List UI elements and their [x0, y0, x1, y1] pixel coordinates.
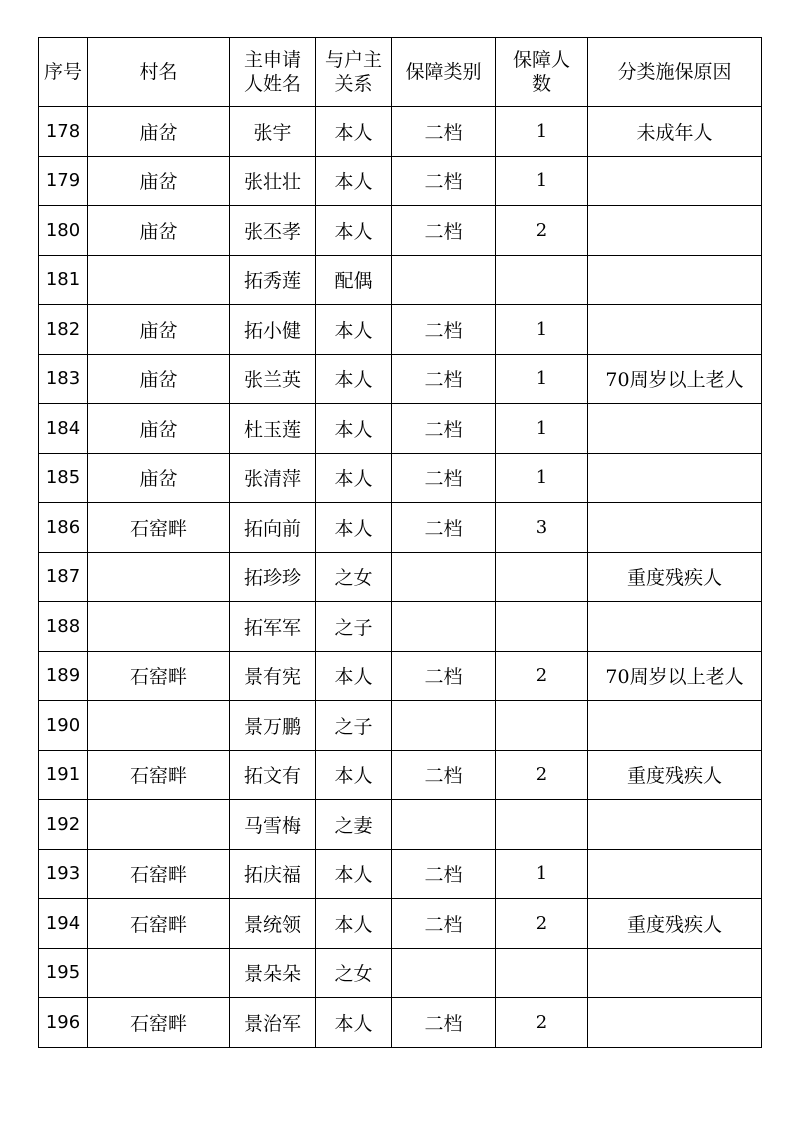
cell-category: 二档	[392, 849, 496, 899]
cell-village: 庙岔	[88, 404, 230, 454]
cell-reason	[588, 800, 762, 850]
cell-village: 石窑畔	[88, 651, 230, 701]
cell-category: 二档	[392, 998, 496, 1048]
cell-count: 2	[496, 750, 588, 800]
cell-name: 景有宪	[230, 651, 316, 701]
cell-seq: 183	[39, 354, 88, 404]
cell-name: 杜玉莲	[230, 404, 316, 454]
table-row	[39, 453, 762, 503]
cell-village: 庙岔	[88, 206, 230, 256]
cell-reason	[588, 305, 762, 355]
cell-name: 拓文有	[230, 750, 316, 800]
table-row	[39, 156, 762, 206]
cell-relation: 本人	[316, 206, 392, 256]
cell-reason: 重度残疾人	[588, 750, 762, 800]
cell-count: 2	[496, 651, 588, 701]
cell-village	[88, 602, 230, 652]
cell-relation: 本人	[316, 107, 392, 157]
cell-name: 景万鹏	[230, 701, 316, 751]
cell-count: 1	[496, 156, 588, 206]
cell-village: 庙岔	[88, 354, 230, 404]
table-row	[39, 107, 762, 157]
header-village: 村名	[88, 38, 230, 107]
cell-village: 石窑畔	[88, 849, 230, 899]
cell-category: 二档	[392, 651, 496, 701]
cell-relation: 本人	[316, 404, 392, 454]
cell-seq: 184	[39, 404, 88, 454]
header-seq: 序号	[39, 38, 88, 107]
cell-category: 二档	[392, 404, 496, 454]
cell-count: 1	[496, 404, 588, 454]
cell-count: 1	[496, 305, 588, 355]
cell-relation: 本人	[316, 899, 392, 949]
cell-count: 2	[496, 899, 588, 949]
cell-count: 2	[496, 998, 588, 1048]
cell-village: 庙岔	[88, 156, 230, 206]
table-row	[39, 503, 762, 553]
cell-village	[88, 701, 230, 751]
cell-relation: 本人	[316, 750, 392, 800]
cell-category: 二档	[392, 503, 496, 553]
table-row	[39, 354, 762, 404]
cell-category	[392, 948, 496, 998]
cell-reason	[588, 602, 762, 652]
cell-name: 张清萍	[230, 453, 316, 503]
cell-seq: 196	[39, 998, 88, 1048]
table-row	[39, 998, 762, 1048]
table-row	[39, 750, 762, 800]
cell-relation: 之子	[316, 602, 392, 652]
cell-reason	[588, 998, 762, 1048]
cell-name: 景朵朵	[230, 948, 316, 998]
cell-count	[496, 800, 588, 850]
cell-reason	[588, 255, 762, 305]
cell-seq: 193	[39, 849, 88, 899]
cell-seq: 185	[39, 453, 88, 503]
table-row	[39, 800, 762, 850]
cell-relation: 本人	[316, 305, 392, 355]
cell-village: 石窑畔	[88, 998, 230, 1048]
cell-relation: 本人	[316, 503, 392, 553]
cell-count: 3	[496, 503, 588, 553]
cell-village	[88, 948, 230, 998]
cell-category: 二档	[392, 354, 496, 404]
cell-village: 庙岔	[88, 305, 230, 355]
table-body	[39, 107, 762, 1048]
table-row	[39, 651, 762, 701]
cell-count: 1	[496, 453, 588, 503]
cell-relation: 之女	[316, 948, 392, 998]
cell-reason	[588, 206, 762, 256]
table-header-row	[39, 38, 762, 107]
cell-reason: 70周岁以上老人	[588, 651, 762, 701]
cell-category	[392, 552, 496, 602]
table-row	[39, 255, 762, 305]
cell-reason	[588, 849, 762, 899]
cell-name: 拓向前	[230, 503, 316, 553]
cell-seq: 180	[39, 206, 88, 256]
cell-reason	[588, 453, 762, 503]
cell-category: 二档	[392, 899, 496, 949]
cell-village	[88, 800, 230, 850]
cell-village: 石窑畔	[88, 750, 230, 800]
header-count: 保障人 数	[496, 38, 588, 107]
cell-seq: 181	[39, 255, 88, 305]
cell-reason: 重度残疾人	[588, 899, 762, 949]
cell-seq: 194	[39, 899, 88, 949]
cell-category: 二档	[392, 156, 496, 206]
cell-relation: 配偶	[316, 255, 392, 305]
cell-category	[392, 602, 496, 652]
cell-village	[88, 552, 230, 602]
cell-name: 拓军军	[230, 602, 316, 652]
cell-reason	[588, 948, 762, 998]
cell-count	[496, 602, 588, 652]
header-relation: 与户主 关系	[316, 38, 392, 107]
cell-name: 拓小健	[230, 305, 316, 355]
cell-count: 2	[496, 206, 588, 256]
table-row	[39, 206, 762, 256]
cell-seq: 190	[39, 701, 88, 751]
cell-category: 二档	[392, 750, 496, 800]
header-reason: 分类施保原因	[588, 38, 762, 107]
table-row	[39, 305, 762, 355]
cell-name: 拓庆福	[230, 849, 316, 899]
cell-count: 1	[496, 354, 588, 404]
table-row	[39, 552, 762, 602]
cell-seq: 187	[39, 552, 88, 602]
cell-category: 二档	[392, 453, 496, 503]
cell-seq: 179	[39, 156, 88, 206]
cell-reason: 重度残疾人	[588, 552, 762, 602]
cell-seq: 195	[39, 948, 88, 998]
cell-village: 庙岔	[88, 453, 230, 503]
table-row	[39, 701, 762, 751]
cell-name: 张兰英	[230, 354, 316, 404]
cell-count: 1	[496, 849, 588, 899]
cell-name: 马雪梅	[230, 800, 316, 850]
cell-relation: 本人	[316, 998, 392, 1048]
cell-relation: 本人	[316, 651, 392, 701]
header-category: 保障类别	[392, 38, 496, 107]
table-row	[39, 404, 762, 454]
cell-name: 拓秀莲	[230, 255, 316, 305]
table-row	[39, 948, 762, 998]
cell-seq: 182	[39, 305, 88, 355]
cell-category: 二档	[392, 107, 496, 157]
cell-name: 张宇	[230, 107, 316, 157]
cell-seq: 186	[39, 503, 88, 553]
welfare-table	[38, 37, 762, 1048]
cell-category	[392, 800, 496, 850]
cell-reason	[588, 404, 762, 454]
cell-category	[392, 255, 496, 305]
cell-seq: 192	[39, 800, 88, 850]
cell-village: 庙岔	[88, 107, 230, 157]
cell-count	[496, 948, 588, 998]
cell-count: 1	[496, 107, 588, 157]
cell-relation: 本人	[316, 354, 392, 404]
cell-relation: 之女	[316, 552, 392, 602]
cell-category	[392, 701, 496, 751]
cell-village: 石窑畔	[88, 503, 230, 553]
header-applicant-name: 主申请 人姓名	[230, 38, 316, 107]
cell-seq: 191	[39, 750, 88, 800]
cell-relation: 之子	[316, 701, 392, 751]
cell-category: 二档	[392, 305, 496, 355]
cell-name: 景治军	[230, 998, 316, 1048]
cell-relation: 之妻	[316, 800, 392, 850]
table-row	[39, 899, 762, 949]
cell-name: 景统领	[230, 899, 316, 949]
cell-village: 石窑畔	[88, 899, 230, 949]
cell-name: 拓珍珍	[230, 552, 316, 602]
cell-village	[88, 255, 230, 305]
cell-count	[496, 552, 588, 602]
cell-category: 二档	[392, 206, 496, 256]
cell-name: 张壮壮	[230, 156, 316, 206]
cell-seq: 188	[39, 602, 88, 652]
cell-relation: 本人	[316, 849, 392, 899]
table-row	[39, 849, 762, 899]
cell-reason	[588, 503, 762, 553]
cell-count	[496, 701, 588, 751]
cell-reason: 未成年人	[588, 107, 762, 157]
cell-name: 张丕孝	[230, 206, 316, 256]
cell-relation: 本人	[316, 156, 392, 206]
cell-reason: 70周岁以上老人	[588, 354, 762, 404]
cell-reason	[588, 156, 762, 206]
cell-seq: 189	[39, 651, 88, 701]
cell-count	[496, 255, 588, 305]
cell-seq: 178	[39, 107, 88, 157]
table-row	[39, 602, 762, 652]
cell-relation: 本人	[316, 453, 392, 503]
cell-reason	[588, 701, 762, 751]
